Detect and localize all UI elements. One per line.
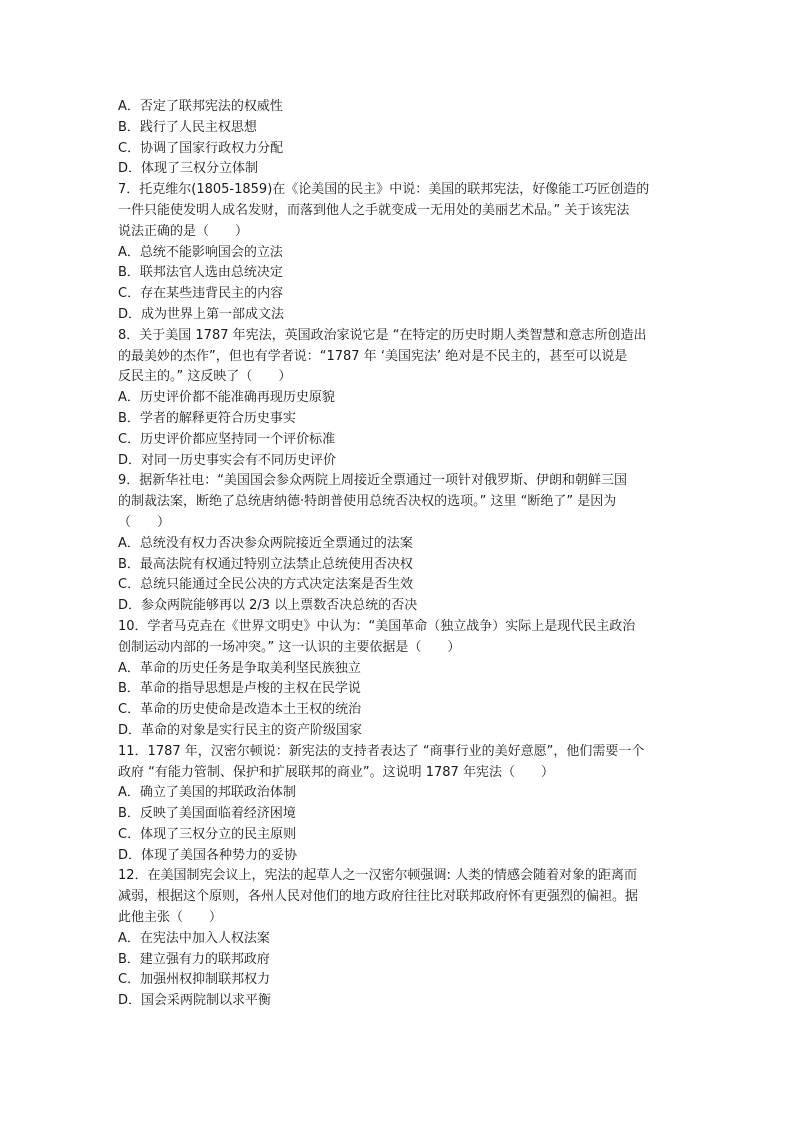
question-stem-line: 8．关于美国 1787 年宪法，英国政治家说它是 “在特定的历史时期人类智慧和意志所创造出: [118, 327, 647, 343]
question-stem-line: 此他主张（ ）: [118, 910, 223, 926]
option-d: D．成为世界上第一部成文法: [118, 306, 285, 322]
option-a: A．总统没有权力否决参众两院接近全票通过的法案: [118, 535, 413, 551]
question-stem-line: 的最美妙的杰作”，但也有学者说：“1787 年 ‘美国宪法’ 绝对是不民主的，甚至可以说是: [118, 348, 628, 364]
option-d: D．参众两院能够再以 2/3 以上票数否决总统的否决: [118, 598, 418, 614]
option-c: C．协调了国家行政权力分配: [118, 140, 284, 156]
question-stem-line: （ ）: [118, 514, 171, 530]
option-b: B．革命的指导思想是卢梭的主权在民学说: [118, 681, 361, 697]
option-c: C．历史评价都应坚持同一个评价标准: [118, 431, 336, 447]
question-stem-line: 11．1787 年，汉密尔顿说：新宪法的支持者表达了 “商事行业的美好意愿”，他们需要一个: [118, 743, 645, 759]
option-d: D．体现了美国各种势力的妥协: [118, 847, 298, 863]
option-b: B．建立强有力的联邦政府: [118, 951, 270, 967]
question-stem-line: 减弱，根据这个原则，各州人民对他们的地方政府往往比对联邦政府怀有更强烈的偏袒。据: [118, 889, 639, 905]
option-b: B．反映了美国面临着经济困境: [118, 806, 296, 822]
option-a: A．革命的历史任务是争取美利坚民族独立: [118, 660, 361, 676]
option-b: B．践行了人民主权思想: [118, 119, 257, 135]
option-c: C．体现了三权分立的民主原则: [118, 826, 297, 842]
question-stem-line: 一件只能使发明人成名发财，而落到他人之手就变成一无用处的美丽艺术品。” 关于该宪法: [118, 202, 630, 218]
option-b: B．学者的解释更符合历史事实: [118, 410, 296, 426]
option-b: B．最高法院有权通过特别立法禁止总统使用否决权: [118, 556, 413, 572]
question-stem-line: 12．在美国制宪会议上，宪法的起草人之一汉密尔顿强调: 人类的情感会随着对象的距离而: [118, 868, 638, 884]
option-d: D．革命的对象是实行民主的资产阶级国家: [118, 722, 363, 738]
option-b: B．联邦法官人选由总统决定: [118, 265, 283, 281]
question-stem-line: 创制运动内部的一场冲突。” 这一认识的主要依据是（ ）: [118, 639, 461, 655]
option-a: A．历史评价都不能准确再现历史原貌: [118, 390, 335, 406]
option-d: D．国会采两院制以求平衡: [118, 993, 272, 1009]
option-c: C．革命的历史使命是改造本土王权的统治: [118, 702, 362, 718]
option-c: C．总统只能通过全民公决的方式决定法案是否生效: [118, 577, 414, 593]
option-a: A．总统不能影响国会的立法: [118, 244, 283, 260]
question-stem-line: 政府 “有能力管制、保护和扩展联邦的商业”。这说明 1787 年宪法（ ）: [118, 764, 554, 780]
question-stem-line: 10．学者马克垚在《世界文明史》中认为：“美国革命（独立战争）实际上是现代民主政治: [118, 618, 636, 634]
option-a: A．在宪法中加入人权法案: [118, 930, 270, 946]
question-list: [118, 97, 678, 1012]
question-stem-line: 说法正确的是（ ）: [118, 223, 249, 239]
question-stem-line: 反民主的。” 这反映了（ ）: [118, 369, 292, 385]
question-stem-line: 7．托克维尔(1805-1859)在《论美国的民主》中说：美国的联邦宪法，好像能工巧匠创造的: [118, 182, 650, 198]
option-a: A．否定了联邦宪法的权威性: [118, 99, 283, 114]
option-d: D．体现了三权分立体制: [118, 161, 259, 177]
question-stem-line: 的制裁法案，断绝了总统唐纳德·特朗普使用总统否决权的选项。” 这里 “断绝了” 是因为: [118, 494, 617, 510]
option-a: A．确立了美国的邦联政治体制: [118, 785, 296, 801]
option-d: D．对同一历史事实会有不同历史评价: [118, 452, 337, 468]
option-c: C．加强州权抑制联邦权力: [118, 972, 271, 988]
option-c: C．存在某些违背民主的内容: [118, 286, 284, 302]
question-stem-line: 9．据新华社电：“美国国会参众两院上周接近全票通过一项针对俄罗斯、伊朗和朝鲜三国: [118, 473, 628, 489]
